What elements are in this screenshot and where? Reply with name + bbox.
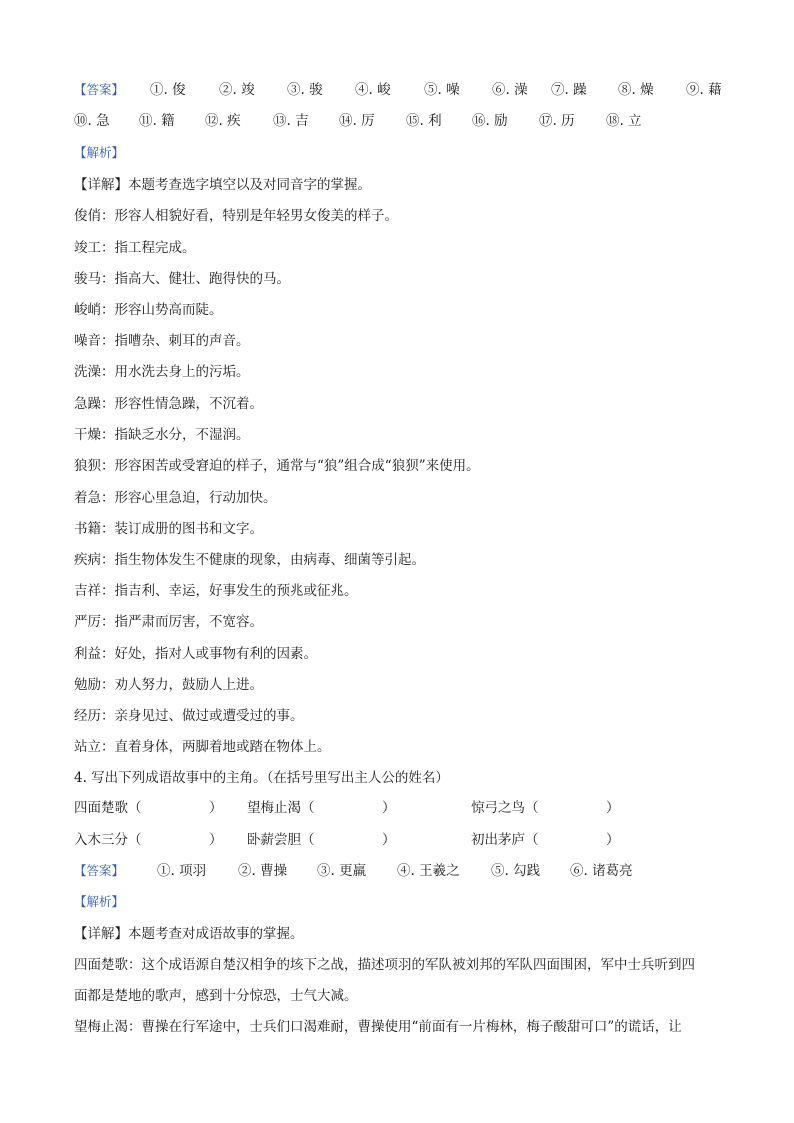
analysis-line: 面都是楚地的歌声，感到十分惊恐，士气大减。: [74, 988, 358, 1004]
answer-item: ④. 王羲之: [397, 863, 460, 879]
analysis-line: 洗澡：用水洗去身上的污垢。: [74, 364, 250, 380]
analysis-intro: 【详解】本题考查对成语故事的掌握。: [74, 926, 304, 942]
analysis-line: 急躁：形容性情急躁，不沉着。: [74, 396, 263, 412]
answer-tag: 【答案】: [74, 82, 125, 97]
answer-item: ①. 项羽: [157, 863, 207, 879]
question-row-1: [74, 798, 734, 818]
answer-item: ⑦. 躁: [551, 82, 587, 98]
analysis-line: 俊俏：形容人相貌好看，特别是年轻男女俊美的样子。: [74, 208, 398, 224]
idiom-blank: 四面楚歌（ ）: [74, 800, 223, 816]
answer-item: ③. 更羸: [317, 863, 367, 879]
analysis-line: 书籍：装订成册的图书和文字。: [74, 521, 263, 537]
answer-item: ④. 峻: [355, 82, 391, 98]
analysis-line: 竣工：指工程完成。: [74, 240, 196, 256]
answer-item: ①. 俊: [150, 82, 186, 98]
answer-item: ⑩. 急: [74, 113, 110, 129]
answer-item: ⑬. 吉: [273, 113, 309, 129]
answer-item: ⑮. 利: [406, 113, 442, 129]
analysis-line: 吉祥：指吉利、幸运，好事发生的预兆或征兆。: [74, 583, 358, 599]
question-row-2: [74, 830, 734, 850]
analysis-line: 经历：亲身见过、做过或遭受过的事。: [74, 708, 304, 724]
answer-item: ②. 曹操: [238, 863, 288, 879]
analysis-line: 峻峭：形容山势高而陡。: [74, 302, 223, 318]
answer-tag: 【答案】: [74, 863, 125, 878]
answer-item: ⑰. 历: [539, 113, 575, 129]
answer-item: ⑭. 厉: [339, 113, 375, 129]
analysis-line: 干燥：指缺乏水分，不湿润。: [74, 427, 250, 443]
answer-row-2: [74, 111, 734, 131]
answer-item: ⑤. 噪: [424, 82, 460, 98]
analysis-line: 着急：形容心里急迫，行动加快。: [74, 490, 277, 506]
analysis-line: 利益：好处，指对人或事物有利的因素。: [74, 646, 317, 662]
answer-item: ②. 竣: [219, 82, 255, 98]
idiom-blank: 入木三分（ ）: [74, 832, 223, 848]
analysis-line: 勉励：劝人努力，鼓励人上进。: [74, 677, 263, 693]
analysis-line: 狼狈：形容困苦或受窘迫的样子，通常与“狼”组合成“狼狈”来使用。: [74, 458, 480, 474]
analysis-tag: 【解析】: [74, 145, 125, 160]
analysis-line: 望梅止渴：曹操在行军途中，士兵们口渴难耐，曹操使用“前面有一片梅林，梅子酸甜可口”的谎话，让: [74, 1019, 682, 1035]
analysis-tag: 【解析】: [74, 894, 125, 909]
analysis-line: 严厉：指严肃而厉害，不宽容。: [74, 614, 263, 630]
idiom-blank: 惊弓之鸟（ ）: [471, 800, 620, 816]
idiom-blank: 望梅止渴（ ）: [247, 800, 396, 816]
answer-item: ⑥. 澡: [492, 82, 528, 98]
answer-item: ⑪. 籍: [139, 113, 175, 129]
answer-item: ③. 骏: [287, 82, 323, 98]
idiom-blank: 卧薪尝胆（ ）: [247, 832, 396, 848]
answer-item: ⑥. 诸葛亮: [570, 863, 633, 879]
answer-row-3: [74, 861, 734, 881]
analysis-line: 四面楚歌：这个成语源自楚汉相争的垓下之战，描述项羽的军队被刘邦的军队四面围困，军中士兵听到四: [74, 957, 695, 973]
idiom-blank: 初出茅庐（ ）: [471, 832, 620, 848]
answer-item: ⑯. 励: [472, 113, 508, 129]
answer-item: ⑨. 藉: [686, 82, 722, 98]
analysis-line: 疾病：指生物体发生不健康的现象，由病毒、细菌等引起。: [74, 552, 425, 568]
answer-item: ⑱. 立: [606, 113, 642, 129]
analysis-line: 站立：直着身体，两脚着地或踏在物体上。: [74, 739, 331, 755]
answer-item: ⑤. 勾践: [491, 863, 541, 879]
analysis-line: 骏马：指高大、健壮、跑得快的马。: [74, 271, 290, 287]
answer-item: ⑫. 疾: [205, 113, 241, 129]
analysis-intro: 【详解】本题考查选字填空以及对同音字的掌握。: [74, 177, 371, 193]
analysis-line: 噪音：指嘈杂、刺耳的声音。: [74, 333, 250, 349]
answer-row-1: [74, 80, 734, 100]
question-title: 4. 写出下列成语故事中的主角。（在括号里写出主人公的姓名）: [74, 770, 449, 786]
answer-item: ⑧. 燥: [618, 82, 654, 98]
